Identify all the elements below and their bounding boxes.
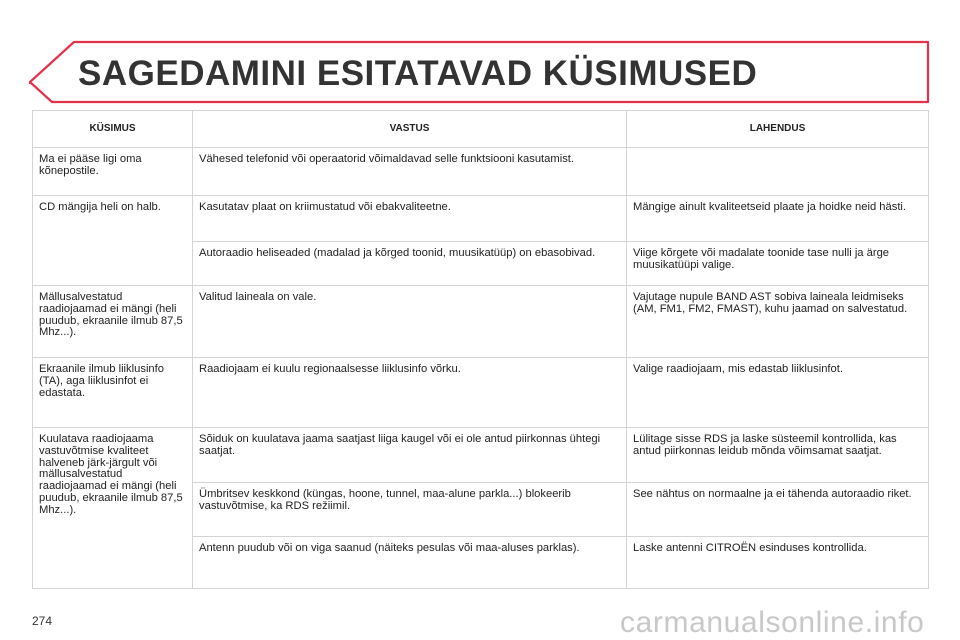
question-cell: Kuulatava raadiojaama vastuvõtmise kvaliteet halveneb järk-järgult või mällusalvestatud raadiojaamad ei mängi (heli puudub, ekraanile ilmub 87,5 Mhz...). bbox=[33, 428, 193, 589]
solution-cell: Lülitage sisse RDS ja laske süsteemil kontrollida, kas antud piirkonnas leidub mõnda võimsamat saatjat. bbox=[627, 428, 929, 483]
solution-cell: Laske antenni CITROËN esinduses kontrollida. bbox=[627, 537, 929, 589]
solution-cell: See nähtus on normaalne ja ei tähenda autoraadio riket. bbox=[627, 483, 929, 537]
page-number: 274 bbox=[32, 614, 53, 628]
table-header-row bbox=[33, 111, 929, 148]
answer-cell: Vähesed telefonid või operaatorid võimaldavad selle funktsiooni kasutamist. bbox=[193, 148, 627, 196]
watermark: carmanualsonline.info bbox=[620, 606, 925, 639]
answer-cell: Autoraadio heliseaded (madalad ja kõrged toonid, muusikatüüp) on ebasobivad. bbox=[193, 242, 627, 286]
header-answer: VASTUS bbox=[193, 111, 627, 148]
table-row bbox=[33, 196, 929, 242]
table-row bbox=[33, 286, 929, 358]
solution-cell: Mängige ainult kvaliteetseid plaate ja hoidke neid hästi. bbox=[627, 196, 929, 242]
table-row bbox=[33, 428, 929, 483]
question-cell: Ma ei pääse ligi oma kõnepostile. bbox=[33, 148, 193, 196]
answer-cell: Valitud laineala on vale. bbox=[193, 286, 627, 358]
question-cell: Mällusalvestatud raadiojaamad ei mängi (heli puudub, ekraanile ilmub 87,5 Mhz...). bbox=[33, 286, 193, 358]
answer-cell: Sõiduk on kuulatava jaama saatjast liiga kaugel või ei ole antud piirkonnas ühtegi saatjat. bbox=[193, 428, 627, 483]
header-question: KÜSIMUS bbox=[33, 111, 193, 148]
table-row bbox=[33, 358, 929, 428]
answer-cell: Ümbritsev keskkond (küngas, hoone, tunnel, maa-alune parkla...) blokeerib vastuvõtmise, ka RDS režiimil. bbox=[193, 483, 627, 537]
question-cell: CD mängija heli on halb. bbox=[33, 196, 193, 286]
solution-cell: Valige raadiojaam, mis edastab liiklusinfot. bbox=[627, 358, 929, 428]
answer-cell: Antenn puudub või on viga saanud (näiteks pesulas või maa-aluses parklas). bbox=[193, 537, 627, 589]
table-row bbox=[33, 148, 929, 196]
solution-cell bbox=[627, 148, 929, 196]
header-solution: LAHENDUS bbox=[627, 111, 929, 148]
page-title: SAGEDAMINI ESITATAVAD KÜSIMUSED bbox=[78, 54, 758, 93]
answer-cell: Raadiojaam ei kuulu regionaalsesse liiklusinfo võrku. bbox=[193, 358, 627, 428]
answer-cell: Kasutatav plaat on kriimustatud või ebakvaliteetne. bbox=[193, 196, 627, 242]
solution-cell: Viige kõrgete või madalate toonide tase nulli ja ärge muusikatüüpi valige. bbox=[627, 242, 929, 286]
question-cell: Ekraanile ilmub liiklusinfo (TA), aga liiklusinfot ei edastata. bbox=[33, 358, 193, 428]
faq-table bbox=[32, 110, 929, 589]
solution-cell: Vajutage nupule BAND AST sobiva laineala leidmiseks (AM, FM1, FM2, FMAST), kuhu jaamad on salvestatud. bbox=[627, 286, 929, 358]
